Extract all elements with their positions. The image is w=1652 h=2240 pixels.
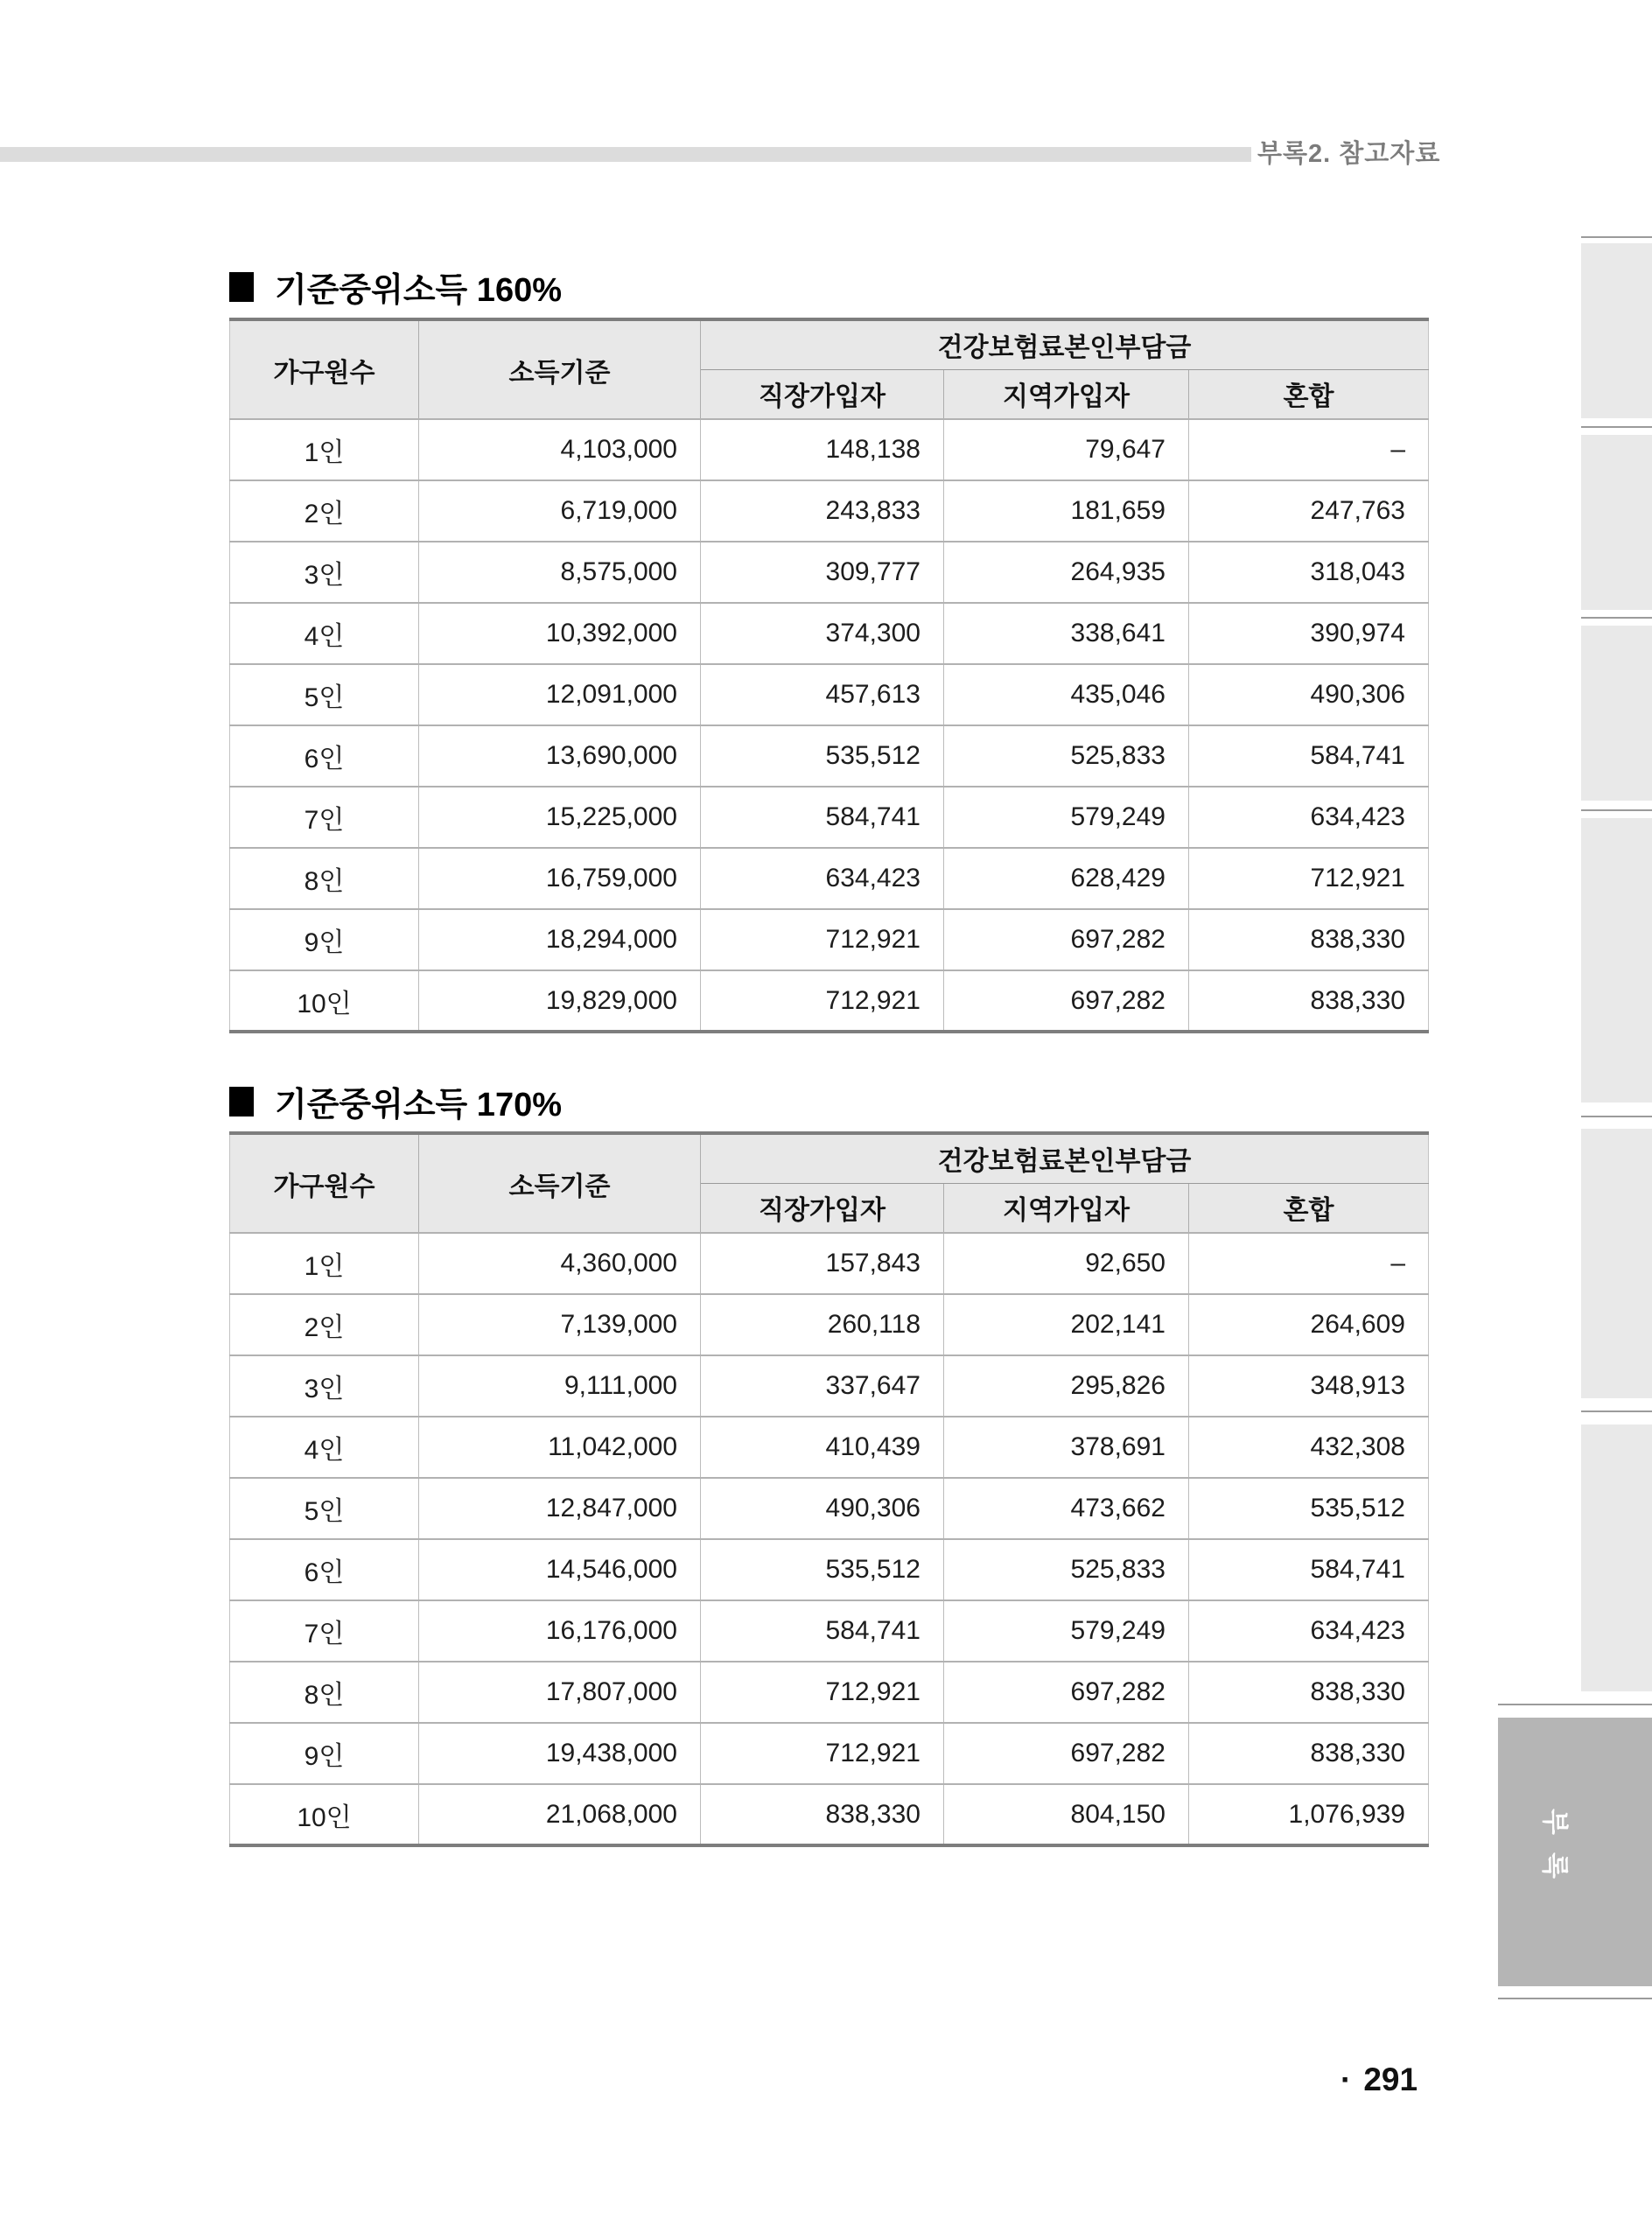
table-cell: 16,176,000 — [419, 1600, 701, 1662]
chapter-tab — [1581, 1129, 1652, 1398]
table-cell: 584,741 — [701, 787, 944, 848]
column-header-regional: 지역가입자 — [944, 369, 1189, 419]
chapter-tab — [1581, 1424, 1652, 1691]
income-table-160 — [229, 318, 1429, 1033]
bullet-square-icon — [229, 272, 254, 302]
table-cell: 4,103,000 — [419, 419, 701, 480]
table-cell: 838,330 — [1189, 909, 1429, 970]
table-cell: 584,741 — [1189, 725, 1429, 787]
table-cell: 15,225,000 — [419, 787, 701, 848]
table-cell: 535,512 — [701, 725, 944, 787]
table-cell: 264,609 — [1189, 1294, 1429, 1355]
chapter-tab — [1581, 818, 1652, 1102]
table-cell: 11,042,000 — [419, 1417, 701, 1478]
table-cell: 21,068,000 — [419, 1784, 701, 1845]
table-row — [230, 1662, 1429, 1723]
table-cell: 16,759,000 — [419, 848, 701, 909]
chapter-tab — [1581, 243, 1652, 418]
table-cell: 697,282 — [944, 1662, 1189, 1723]
table-cell: 6인 — [230, 725, 419, 787]
table-cell: 12,091,000 — [419, 664, 701, 725]
tab-separator — [1498, 1998, 1652, 1999]
table-cell: 3인 — [230, 1355, 419, 1417]
running-header: 부록2. 참고자료 — [1257, 140, 1441, 168]
table-cell: 264,935 — [944, 542, 1189, 603]
table-row — [230, 848, 1429, 909]
table-cell: 525,833 — [944, 1539, 1189, 1600]
table-cell: 634,423 — [1189, 787, 1429, 848]
column-header-regional: 지역가입자 — [944, 1183, 1189, 1233]
tab-separator — [1498, 1704, 1652, 1705]
table-cell: 8,575,000 — [419, 542, 701, 603]
table-cell: 712,921 — [701, 1662, 944, 1723]
table-row — [230, 1723, 1429, 1784]
table-cell: 490,306 — [1189, 664, 1429, 725]
table-cell: 634,423 — [1189, 1600, 1429, 1662]
table-row — [230, 1294, 1429, 1355]
table-cell: 6인 — [230, 1539, 419, 1600]
table-cell: 148,138 — [701, 419, 944, 480]
table-cell: 1인 — [230, 419, 419, 480]
table-cell: 712,921 — [701, 909, 944, 970]
table-row — [230, 1417, 1429, 1478]
table-cell: 390,974 — [1189, 603, 1429, 664]
table-cell: 79,647 — [944, 419, 1189, 480]
table-cell: 5인 — [230, 664, 419, 725]
table-cell: 838,330 — [1189, 970, 1429, 1032]
table-cell: 13,690,000 — [419, 725, 701, 787]
table-cell: 243,833 — [701, 480, 944, 542]
table-row — [230, 542, 1429, 603]
table-cell: 10인 — [230, 1784, 419, 1845]
table-header-row — [230, 1133, 1429, 1183]
column-header-mixed: 혼합 — [1189, 369, 1429, 419]
table-cell: 157,843 — [701, 1233, 944, 1294]
table-cell: 490,306 — [701, 1478, 944, 1539]
table-cell: 378,691 — [944, 1417, 1189, 1478]
section-title-170 — [229, 1077, 562, 1125]
table-row — [230, 1233, 1429, 1294]
table-cell: 18,294,000 — [419, 909, 701, 970]
table-row — [230, 1355, 1429, 1417]
table-cell: 295,826 — [944, 1355, 1189, 1417]
tab-separator — [1581, 617, 1652, 619]
table-cell: 628,429 — [944, 848, 1189, 909]
tab-separator — [1581, 236, 1652, 238]
table-cell: 579,249 — [944, 787, 1189, 848]
table-cell: 2인 — [230, 1294, 419, 1355]
page-number-value: 291 — [1363, 2062, 1418, 2097]
tab-separator — [1581, 1410, 1652, 1412]
table-row — [230, 1539, 1429, 1600]
table-cell: 247,763 — [1189, 480, 1429, 542]
column-header-employee: 직장가입자 — [701, 369, 944, 419]
table-cell: 8인 — [230, 1662, 419, 1723]
table-cell: 181,659 — [944, 480, 1189, 542]
table-cell: 4인 — [230, 603, 419, 664]
table-cell: 7,139,000 — [419, 1294, 701, 1355]
column-header-household: 가구원수 — [230, 319, 419, 419]
table-cell: 92,650 — [944, 1233, 1189, 1294]
income-table-170 — [229, 1131, 1429, 1847]
table-header-row — [230, 319, 1429, 369]
table-row — [230, 664, 1429, 725]
table-cell: 1인 — [230, 1233, 419, 1294]
table-cell: 1,076,939 — [1189, 1784, 1429, 1845]
table-cell: 202,141 — [944, 1294, 1189, 1355]
table-cell: 3인 — [230, 542, 419, 603]
table-row — [230, 909, 1429, 970]
table-cell: 19,438,000 — [419, 1723, 701, 1784]
table-cell: 7인 — [230, 787, 419, 848]
table-cell: 4인 — [230, 1417, 419, 1478]
table-cell: 432,308 — [1189, 1417, 1429, 1478]
table-cell: 6,719,000 — [419, 480, 701, 542]
page-number — [1340, 2062, 1418, 2098]
column-group-header-premium: 건강보험료본인부담금 — [701, 319, 1429, 369]
table-cell: 374,300 — [701, 603, 944, 664]
table-cell: 535,512 — [1189, 1478, 1429, 1539]
table-cell: 584,741 — [701, 1600, 944, 1662]
table-cell: 435,046 — [944, 664, 1189, 725]
section-title-text: 기준중위소득 170% — [275, 1087, 562, 1124]
table-cell: 337,647 — [701, 1355, 944, 1417]
table-cell: 712,921 — [701, 1723, 944, 1784]
table-cell: 634,423 — [701, 848, 944, 909]
table-cell: 584,741 — [1189, 1539, 1429, 1600]
table-cell: 12,847,000 — [419, 1478, 701, 1539]
table-cell: 10인 — [230, 970, 419, 1032]
table-cell: 838,330 — [1189, 1723, 1429, 1784]
table-row — [230, 1600, 1429, 1662]
table-row — [230, 787, 1429, 848]
table-cell: 19,829,000 — [419, 970, 701, 1032]
table-cell: 525,833 — [944, 725, 1189, 787]
bullet-square-icon — [229, 1087, 254, 1116]
table-cell: 804,150 — [944, 1784, 1189, 1845]
table-cell: 579,249 — [944, 1600, 1189, 1662]
table-row — [230, 1478, 1429, 1539]
header-rule-bar — [0, 147, 1251, 162]
table-cell: 712,921 — [701, 970, 944, 1032]
table-cell: 838,330 — [1189, 1662, 1429, 1723]
table-row — [230, 1784, 1429, 1845]
table-cell: 8인 — [230, 848, 419, 909]
table-cell: 473,662 — [944, 1478, 1189, 1539]
table-cell: – — [1189, 1233, 1429, 1294]
tab-separator — [1581, 809, 1652, 811]
chapter-tab — [1581, 435, 1652, 610]
column-header-household: 가구원수 — [230, 1133, 419, 1233]
table-cell: 712,921 — [1189, 848, 1429, 909]
table-cell: 457,613 — [701, 664, 944, 725]
table-cell: 309,777 — [701, 542, 944, 603]
page-number-bullet-icon: · — [1340, 2062, 1352, 2097]
section-title-text: 기준중위소득 160% — [275, 272, 562, 309]
table-cell: – — [1189, 419, 1429, 480]
column-header-mixed: 혼합 — [1189, 1183, 1429, 1233]
appendix-chapter-tab — [1498, 1718, 1652, 1986]
table-cell: 697,282 — [944, 909, 1189, 970]
table-cell: 9,111,000 — [419, 1355, 701, 1417]
table-cell: 2인 — [230, 480, 419, 542]
table-cell: 4,360,000 — [419, 1233, 701, 1294]
column-header-income: 소득기준 — [419, 319, 701, 419]
column-group-header-premium: 건강보험료본인부담금 — [701, 1133, 1429, 1183]
table-cell: 9인 — [230, 909, 419, 970]
tab-separator — [1581, 426, 1652, 428]
table-row — [230, 419, 1429, 480]
table-cell: 5인 — [230, 1478, 419, 1539]
table-cell: 410,439 — [701, 1417, 944, 1478]
table-cell: 535,512 — [701, 1539, 944, 1600]
table-cell: 260,118 — [701, 1294, 944, 1355]
table-row — [230, 970, 1429, 1032]
tab-separator — [1581, 1116, 1652, 1117]
appendix-tab-label: 부록 — [1539, 1808, 1571, 1896]
table-row — [230, 603, 1429, 664]
section-title-160 — [229, 262, 562, 311]
table-cell: 838,330 — [701, 1784, 944, 1845]
table-cell: 318,043 — [1189, 542, 1429, 603]
table-cell: 338,641 — [944, 603, 1189, 664]
table-cell: 7인 — [230, 1600, 419, 1662]
table-cell: 17,807,000 — [419, 1662, 701, 1723]
table-row — [230, 480, 1429, 542]
column-header-employee: 직장가입자 — [701, 1183, 944, 1233]
table-cell: 697,282 — [944, 970, 1189, 1032]
column-header-income: 소득기준 — [419, 1133, 701, 1233]
table-cell: 9인 — [230, 1723, 419, 1784]
table-cell: 697,282 — [944, 1723, 1189, 1784]
table-cell: 10,392,000 — [419, 603, 701, 664]
table-row — [230, 725, 1429, 787]
table-cell: 14,546,000 — [419, 1539, 701, 1600]
chapter-tab — [1581, 626, 1652, 801]
table-cell: 348,913 — [1189, 1355, 1429, 1417]
